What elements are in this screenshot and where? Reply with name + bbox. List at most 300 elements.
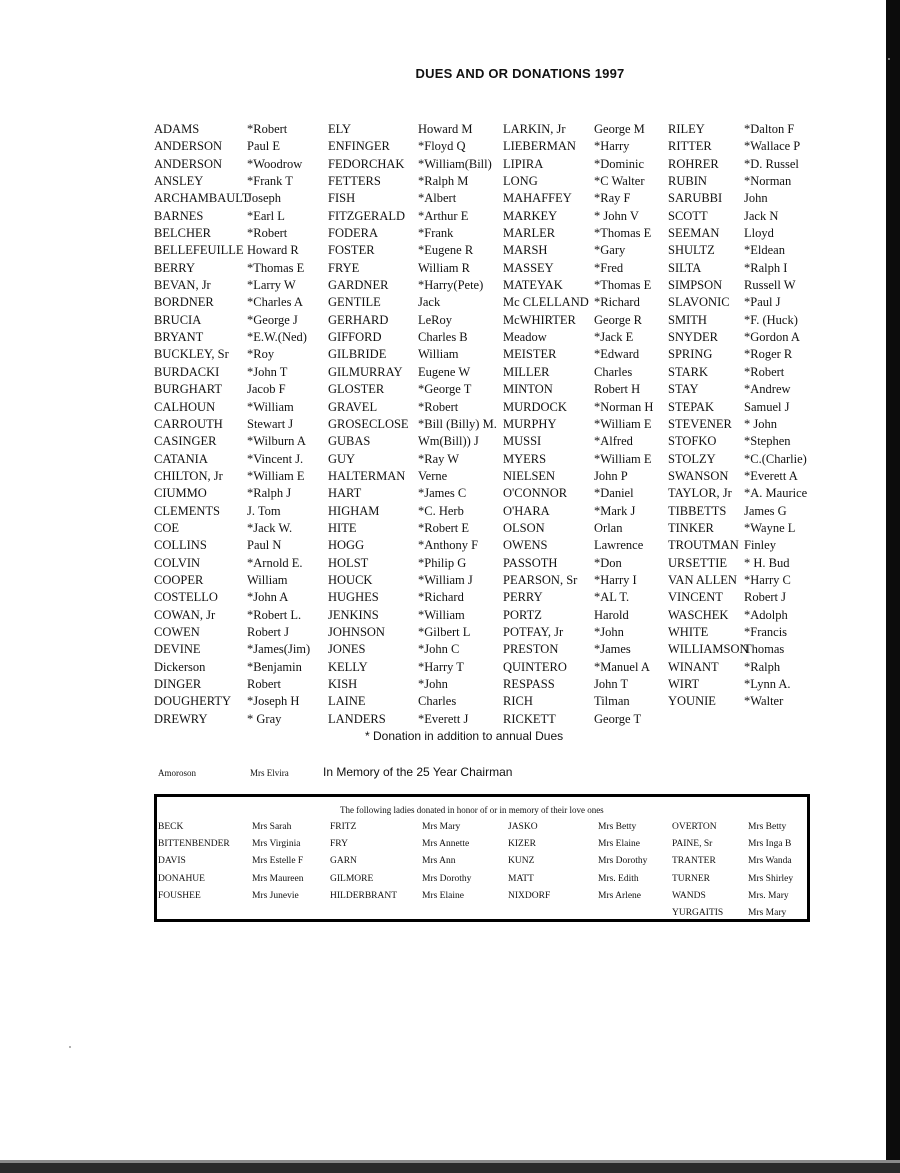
member-first-name: *Robert: [247, 226, 288, 241]
member-last-name: FODERA: [328, 226, 379, 241]
member-last-name: JOHNSON: [328, 624, 385, 639]
member-last-name: GUY: [328, 451, 356, 466]
lady-first-name: Mrs. Mary: [748, 890, 789, 901]
member-first-name: Lloyd: [744, 226, 774, 241]
member-first-name: *Eldean: [744, 243, 785, 258]
lady-last-name: MATT: [508, 873, 534, 884]
member-last-name: WILLIAMSON: [668, 642, 749, 657]
member-first-name: Jack N: [744, 208, 779, 223]
lady-last-name: FRY: [330, 839, 348, 850]
member-last-name: SILTA: [668, 260, 702, 275]
member-last-name: MILLER: [503, 364, 550, 379]
member-last-name: BRUCIA: [154, 312, 202, 327]
member-last-name: COWEN: [154, 624, 200, 639]
member-last-name: BEVAN, Jr: [154, 278, 211, 293]
member-first-name: *Manuel A: [594, 659, 650, 674]
member-first-name: *Harry I: [594, 572, 637, 587]
member-last-name: HITE: [328, 520, 357, 535]
member-first-name: *Adolph: [744, 607, 788, 622]
member-first-name: Robert J: [744, 590, 787, 605]
member-first-name: *Francis: [744, 624, 788, 639]
member-last-name: LANDERS: [328, 711, 386, 726]
member-first-name: *Wallace P: [744, 139, 801, 154]
member-first-name: *Jack W.: [247, 520, 293, 535]
member-last-name: HOUCK: [328, 572, 373, 587]
member-first-name: *C Walter: [594, 174, 645, 189]
lady-last-name: TURNER: [672, 873, 710, 884]
member-first-name: Harold: [594, 607, 629, 622]
member-last-name: SLAVONIC: [668, 295, 730, 310]
member-first-name: Wm(Bill)) J: [418, 434, 479, 449]
member-last-name: FOSTER: [328, 243, 375, 258]
member-first-name: *C.(Charlie): [744, 451, 807, 466]
member-last-name: LARKIN, Jr: [503, 122, 566, 136]
member-first-name: Stewart J: [247, 416, 294, 431]
member-last-name: ELY: [328, 122, 352, 136]
ladies-column: [672, 819, 723, 922]
lady-last-name: DAVIS: [158, 856, 186, 867]
member-first-name: *Arnold E.: [247, 555, 303, 570]
member-first-name: *Lynn A.: [744, 677, 791, 691]
lady-last-name: BITTENBENDER: [158, 839, 230, 850]
member-first-name: Howard M: [418, 122, 473, 136]
member-first-name: *Roger R: [744, 347, 793, 362]
member-first-name: Charles B: [418, 330, 468, 345]
member-last-name: DEVINE: [154, 642, 201, 657]
member-last-name: Meadow: [503, 330, 547, 345]
member-last-name: RUBIN: [668, 174, 707, 189]
lady-first-name: Mrs Arlene: [598, 890, 642, 901]
member-last-name: SEEMAN: [668, 226, 720, 241]
member-last-name: ANDERSON: [154, 156, 223, 171]
member-first-name: *William: [247, 399, 294, 414]
member-last-name: BRYANT: [154, 330, 204, 345]
member-first-name: *Ray W: [418, 451, 460, 466]
member-column: [418, 121, 497, 728]
member-last-name: RESPASS: [503, 677, 555, 691]
lady-first-name: Mrs Maureen: [252, 873, 304, 884]
member-first-name: *Daniel: [594, 486, 634, 501]
member-first-name: *Paul J: [744, 295, 781, 310]
member-first-name: *Don: [594, 555, 622, 570]
member-last-name: NIELSEN: [503, 468, 556, 483]
member-first-name: *William(Bill): [418, 156, 492, 171]
member-first-name: *Dominic: [594, 156, 644, 171]
lady-last-name: [508, 905, 550, 922]
member-first-name: *John T: [247, 364, 288, 379]
lady-last-name: FRITZ: [330, 822, 357, 832]
member-last-name: MURPHY: [503, 416, 557, 431]
member-first-name: Orlan: [594, 520, 623, 535]
member-last-name: FITZGERALD: [328, 208, 406, 223]
lady-first-name: Mrs Dorothy: [422, 873, 472, 884]
member-first-name: *Joseph H: [247, 694, 300, 709]
member-last-name: DREWRY: [154, 711, 208, 726]
member-first-name: *George J: [247, 312, 298, 327]
member-last-name: SHULTZ: [668, 243, 715, 258]
member-last-name: LAINE: [328, 694, 366, 709]
member-last-name: CALHOUN: [154, 399, 216, 414]
member-last-name: BORDNER: [154, 295, 214, 310]
member-last-name: GRAVEL: [328, 399, 378, 414]
page-title: DUES AND OR DONATIONS 1997: [415, 66, 625, 81]
member-first-name: *Larry W: [247, 278, 296, 293]
lady-first-name: Mrs Mary: [422, 822, 461, 832]
member-first-name: *Thomas E: [594, 226, 652, 241]
member-first-name: Howard R: [247, 243, 299, 258]
member-first-name: Jacob F: [247, 382, 286, 397]
member-last-name: HALTERMAN: [328, 468, 406, 483]
member-first-name: LeRoy: [418, 312, 453, 327]
member-first-name: *C. Herb: [418, 503, 464, 518]
ladies-column: [252, 819, 303, 922]
member-last-name: CARROUTH: [154, 416, 223, 431]
ladies-column: [598, 819, 647, 922]
member-first-name: James G: [744, 503, 787, 518]
member-first-name: [744, 711, 807, 728]
member-first-name: *Ralph: [744, 659, 781, 674]
member-last-name: STARK: [668, 364, 708, 379]
member-first-name: *Ralph M: [418, 174, 469, 189]
member-first-name: *Anthony F: [418, 538, 479, 553]
ladies-column: [158, 819, 230, 922]
member-first-name: George T: [594, 711, 642, 726]
member-first-name: *Andrew: [744, 382, 791, 397]
member-last-name: POTFAY, Jr: [503, 624, 564, 639]
member-first-name: *Frank: [418, 226, 454, 241]
member-last-name: GLOSTER: [328, 382, 385, 397]
member-first-name: Charles: [594, 364, 633, 379]
member-first-name: *Richard: [594, 295, 640, 310]
member-first-name: *Harry T: [418, 659, 464, 674]
memory-dedication: In Memory of the 25 Year Chairman: [323, 765, 513, 779]
member-first-name: *E.W.(Ned): [247, 330, 307, 345]
member-last-name: WASCHEK: [668, 607, 729, 622]
member-first-name: *Robert E: [418, 520, 470, 535]
member-last-name: SARUBBI: [668, 191, 723, 206]
member-first-name: *Robert L.: [247, 607, 302, 622]
member-first-name: *Wayne L: [744, 520, 796, 535]
member-last-name: HIGHAM: [328, 503, 380, 518]
member-last-name: HOGG: [328, 538, 365, 553]
member-first-name: *Alfred: [594, 434, 633, 449]
lady-last-name: KUNZ: [508, 856, 535, 867]
lady-first-name: Mrs Ann: [422, 856, 456, 867]
lady-first-name: Mrs Betty: [598, 822, 637, 832]
member-last-name: DINGER: [154, 677, 202, 691]
lady-last-name: YURGAITIS: [672, 907, 724, 918]
member-first-name: Joseph: [247, 191, 282, 206]
member-last-name: MARSH: [503, 243, 548, 258]
member-first-name: *A. Maurice: [744, 486, 808, 501]
lady-last-name: NIXDORF: [508, 890, 551, 901]
member-first-name: John P: [594, 468, 628, 483]
member-last-name: MINTON: [503, 382, 553, 397]
member-first-name: *Fred: [594, 260, 624, 275]
member-first-name: Thomas: [744, 642, 785, 657]
member-last-name: MATEYAK: [503, 278, 563, 293]
member-last-name: MASSEY: [503, 260, 554, 275]
member-last-name: COLLINS: [154, 538, 207, 553]
member-column: [247, 121, 310, 728]
member-column: [594, 121, 653, 728]
member-last-name: SPRING: [668, 347, 713, 362]
member-last-name: BARNES: [154, 208, 204, 223]
member-last-name: WHITE: [668, 624, 709, 639]
member-last-name: RITTER: [668, 139, 712, 154]
member-last-name: [668, 711, 749, 728]
member-first-name: Paul N: [247, 538, 282, 553]
member-first-name: *Benjamin: [247, 659, 302, 674]
member-first-name: *Norman: [744, 174, 792, 189]
member-last-name: STOLZY: [668, 451, 716, 466]
member-last-name: GUBAS: [328, 434, 371, 449]
member-first-name: *Edward: [594, 347, 640, 362]
member-last-name: BUCKLEY, Sr: [154, 347, 229, 362]
member-first-name: *William J: [418, 572, 473, 587]
member-column: [328, 121, 409, 728]
member-first-name: *Charles A: [247, 295, 303, 310]
member-first-name: John T: [594, 677, 629, 691]
member-first-name: Verne: [418, 468, 448, 483]
member-first-name: *Ray F: [594, 191, 631, 206]
member-last-name: PASSOTH: [503, 555, 558, 570]
lady-first-name: Mrs. Edith: [598, 873, 639, 884]
member-last-name: COWAN, Jr: [154, 607, 216, 622]
member-last-name: LONG: [503, 174, 538, 189]
member-last-name: PORTZ: [503, 607, 542, 622]
member-last-name: MURDOCK: [503, 399, 567, 414]
member-first-name: Eugene W: [418, 364, 471, 379]
member-first-name: Paul E: [247, 139, 280, 154]
member-first-name: William R: [418, 260, 470, 275]
member-last-name: HUGHES: [328, 590, 379, 605]
member-first-name: *Walter: [744, 694, 784, 709]
member-last-name: RICKETT: [503, 711, 556, 726]
lady-last-name: [330, 905, 397, 922]
member-last-name: MARKEY: [503, 208, 558, 223]
member-last-name: O'HARA: [503, 503, 550, 518]
member-last-name: TAYLOR, Jr: [668, 486, 732, 501]
member-first-name: *F. (Huck): [744, 312, 798, 327]
member-column: [503, 121, 589, 728]
member-last-name: ADAMS: [154, 122, 200, 136]
member-last-name: STOFKO: [668, 434, 717, 449]
member-last-name: SWANSON: [668, 468, 729, 483]
ladies-box-header: The following ladies donated in honor of or in memory of their love ones: [340, 805, 604, 815]
member-first-name: *Wilburn A: [247, 434, 306, 449]
member-first-name: *John A: [247, 590, 289, 605]
lady-last-name: GILMORE: [330, 873, 374, 884]
member-last-name: STAY: [668, 382, 699, 397]
member-last-name: O'CONNOR: [503, 486, 568, 501]
member-last-name: TINKER: [668, 520, 714, 535]
member-first-name: George R: [594, 312, 643, 327]
member-last-name: ANDERSON: [154, 139, 223, 154]
member-last-name: SCOTT: [668, 208, 708, 223]
member-last-name: KELLY: [328, 659, 368, 674]
footnote: * Donation in addition to annual Dues: [365, 729, 564, 743]
member-last-name: VINCENT: [668, 590, 723, 605]
member-first-name: Finley: [744, 538, 776, 553]
lady-last-name: KIZER: [508, 839, 536, 850]
lady-first-name: Mrs Mary: [748, 907, 787, 918]
member-last-name: VAN ALLEN: [668, 572, 737, 587]
member-last-name: FEDORCHAK: [328, 156, 405, 171]
member-last-name: GILMURRAY: [328, 364, 403, 379]
member-last-name: COOPER: [154, 572, 204, 587]
member-first-name: *Frank T: [247, 174, 293, 189]
member-first-name: *John: [594, 624, 624, 639]
member-first-name: *D. Russel: [744, 156, 799, 171]
member-last-name: MYERS: [503, 451, 547, 466]
lady-last-name: HILDERBRANT: [330, 890, 398, 901]
member-first-name: *Gordon A: [744, 330, 800, 345]
member-last-name: ANSLEY: [154, 174, 204, 189]
member-last-name: GIFFORD: [328, 330, 382, 345]
member-last-name: HART: [328, 486, 362, 501]
lady-first-name: Mrs Betty: [748, 822, 787, 832]
member-last-name: CIUMMO: [154, 486, 207, 501]
member-last-name: GROSECLOSE: [328, 416, 409, 431]
member-first-name: *Eugene R: [418, 243, 474, 258]
member-last-name: Dickerson: [154, 659, 206, 674]
member-first-name: *Robert: [247, 122, 288, 136]
member-last-name: ENFINGER: [328, 139, 390, 154]
lady-last-name: BECK: [158, 822, 184, 832]
member-last-name: FETTERS: [328, 174, 381, 189]
member-first-name: *Robert: [744, 364, 785, 379]
member-first-name: * Gray: [247, 711, 282, 726]
member-last-name: LIPIRA: [503, 156, 544, 171]
member-last-name: BURDACKI: [154, 364, 220, 379]
member-first-name: *Harry(Pete): [418, 278, 484, 293]
member-last-name: OLSON: [503, 520, 545, 535]
lady-first-name: Mrs Annette: [422, 839, 470, 850]
member-first-name: *Floyd Q: [418, 139, 466, 154]
member-first-name: *James(Jim): [247, 642, 311, 657]
lady-last-name: OVERTON: [672, 822, 717, 832]
member-first-name: Robert: [247, 677, 282, 691]
member-first-name: *Arthur E: [418, 208, 469, 223]
lady-last-name: DONAHUE: [158, 873, 205, 884]
member-first-name: *Everett A: [744, 468, 798, 483]
lady-first-name: [422, 905, 471, 922]
member-first-name: *Gilbert L: [418, 624, 471, 639]
member-last-name: MEISTER: [503, 347, 557, 362]
member-first-name: *John: [418, 677, 448, 691]
member-first-name: *Mark J: [594, 503, 636, 518]
member-last-name: SIMPSON: [668, 278, 723, 293]
lady-first-name: Mrs Virginia: [252, 839, 301, 850]
member-last-name: ARCHAMBAULT: [154, 191, 250, 206]
member-last-name: GENTILE: [328, 295, 381, 310]
member-last-name: JONES: [328, 642, 366, 657]
scan-edge-bottom: [0, 1163, 900, 1173]
member-last-name: OWENS: [503, 538, 548, 553]
member-first-name: John: [744, 191, 768, 206]
member-last-name: CASINGER: [154, 434, 217, 449]
member-last-name: BELCHER: [154, 226, 211, 241]
member-last-name: WIRT: [668, 677, 700, 691]
lady-last-name: JASKO: [508, 822, 538, 832]
lady-last-name: FOUSHEE: [158, 890, 201, 901]
member-last-name: MARLER: [503, 226, 556, 241]
member-last-name: FISH: [328, 191, 356, 206]
member-first-name: *Ralph J: [247, 486, 292, 501]
member-column: [668, 121, 749, 728]
member-first-name: *Woodrow: [247, 156, 303, 171]
member-first-name: * John V: [594, 208, 639, 223]
member-last-name: WINANT: [668, 659, 719, 674]
member-last-name: COE: [154, 520, 179, 535]
member-last-name: COSTELLO: [154, 590, 218, 605]
lady-last-name: [158, 905, 230, 922]
member-first-name: *Thomas E: [594, 278, 652, 293]
member-first-name: Robert J: [247, 624, 290, 639]
lady-last-name: TRANTER: [672, 856, 716, 867]
member-first-name: Tilman: [594, 694, 630, 709]
member-first-name: *Harry C: [744, 572, 791, 587]
memory-first-name: Mrs Elvira: [250, 768, 289, 778]
scan-speck: [69, 1046, 71, 1048]
member-last-name: SMITH: [668, 312, 707, 327]
member-last-name: DOUGHERTY: [154, 694, 232, 709]
member-first-name: *Earl L: [247, 208, 285, 223]
member-last-name: PEARSON, Sr: [503, 572, 578, 587]
lady-last-name: PAINE, Sr: [672, 839, 713, 850]
member-first-name: *James C: [418, 486, 467, 501]
member-first-name: *Albert: [418, 191, 457, 206]
member-last-name: BERRY: [154, 260, 195, 275]
member-first-name: Lawrence: [594, 538, 644, 553]
member-first-name: William: [247, 572, 288, 587]
member-first-name: Jack: [418, 295, 441, 310]
member-first-name: *Robert: [418, 399, 459, 414]
lady-first-name: Mrs Inga B: [748, 839, 792, 850]
member-first-name: *Vincent J.: [247, 451, 304, 466]
lady-first-name: Mrs Estelle F: [252, 856, 304, 867]
lady-first-name: Mrs Wanda: [748, 856, 792, 867]
lady-first-name: [252, 905, 303, 922]
member-first-name: *Harry: [594, 139, 630, 154]
lady-first-name: Mrs Junevie: [252, 890, 299, 901]
member-last-name: GILBRIDE: [328, 347, 387, 362]
member-last-name: RILEY: [668, 122, 705, 136]
member-first-name: *Everett J: [418, 711, 469, 726]
member-last-name: RICH: [503, 694, 533, 709]
member-first-name: *George T: [418, 382, 472, 397]
member-first-name: *Dalton F: [744, 122, 795, 136]
lady-first-name: Mrs Sarah: [252, 822, 292, 832]
member-first-name: *Ralph I: [744, 260, 788, 275]
member-last-name: COLVIN: [154, 555, 201, 570]
lady-first-name: [598, 905, 647, 922]
member-last-name: ROHRER: [668, 156, 719, 171]
member-last-name: Mc CLELLAND: [503, 295, 589, 310]
lady-first-name: Mrs Shirley: [748, 873, 794, 884]
member-last-name: LIEBERMAN: [503, 139, 576, 154]
member-last-name: BURGHART: [154, 382, 223, 397]
lady-first-name: Mrs Elaine: [422, 890, 464, 901]
member-last-name: HOLST: [328, 555, 369, 570]
member-last-name: CATANIA: [154, 451, 208, 466]
member-first-name: *Roy: [247, 347, 275, 362]
member-first-name: *Thomas E: [247, 260, 305, 275]
member-last-name: McWHIRTER: [503, 312, 576, 327]
member-first-name: * H. Bud: [744, 555, 790, 570]
ladies-column: [422, 819, 471, 922]
